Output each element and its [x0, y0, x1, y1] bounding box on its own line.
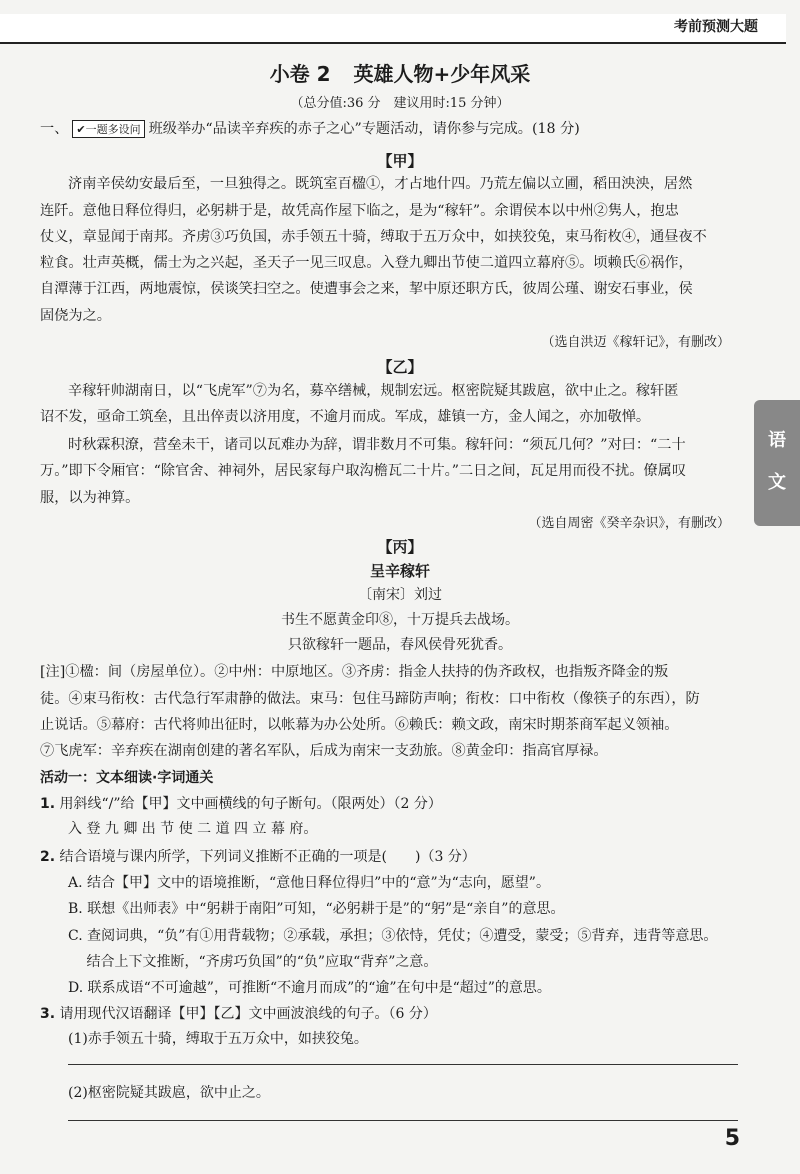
- question-2: 2. 结合语境与课内所学，下列词义推断不正确的一项是( )（3 分）: [40, 849, 476, 865]
- yi-line: 时秋霖积潦，营垒未干，诸司以瓦难办为辞，谓非数月不可集。稼轩问：“须瓦几何？”对曰：“二十: [68, 437, 686, 453]
- question-1: 1. 用斜线“/”给【甲】文中画横线的句子断句。（限两处）（2 分）: [40, 796, 442, 812]
- passage-yi-heading: 【乙】: [377, 358, 423, 376]
- yi-line: 服，以为神算。: [40, 490, 140, 506]
- title-part2: 英雄人物+少年风采: [353, 62, 531, 86]
- yi-line: 辛稼轩帅湖南日，以“飞虎军”⑦为名，募卒缮械，规制宏远。枢密院疑其跋扈，欲中止之。稼轩匿: [68, 383, 679, 399]
- q1-sentence: 入 登 九 卿 出 节 使 二 道 四 立 幕 府。: [68, 821, 318, 837]
- q2-option: D. 联系成语“不可逾越”，可推断“不逾月而成”的“逾”在句中是“超过”的意思。: [68, 980, 551, 996]
- jia-line: 连阡。意他日释位得归，必躬耕于是，故凭高作屋下临之，是为“稼轩”。余谓侯本以中州②隽人，抱忠: [40, 203, 679, 219]
- title-part1: 小卷 2: [269, 62, 331, 86]
- tab-char: 语: [768, 430, 786, 451]
- passage-jia-heading: 【甲】: [377, 152, 423, 170]
- yi-source: （选自周密《癸辛杂识》，有删改）: [528, 516, 730, 531]
- note-line: 止说话。⑤幕府：古代将帅出征时，以帐幕为办公处所。⑥赖氏：赖文政，南宋时期茶商军起义领袖。: [40, 717, 679, 733]
- poem-author: 〔南宋〕刘过: [358, 587, 442, 603]
- page-number: 5: [724, 1126, 740, 1151]
- one-question-badge: ✔一题多设问: [72, 120, 144, 138]
- jia-line: 自潭薄于江西，两地震惊，侯谈笑扫空之。使遭事会之来，挈中原还职方氏，彼周公瑾、谢安石事业，侯: [40, 281, 693, 297]
- page-subtitle: （总分值:36 分 建议用时:15 分钟）: [290, 96, 510, 111]
- q2-option: C. 查阅词典，“负”有①用背载物；②承载，承担；③依恃，凭仗；④遭受，蒙受；⑤背弃，违背等意思。: [68, 928, 718, 944]
- section-number: 一、: [40, 121, 69, 137]
- yi-line: 诏不发，亟命工筑垒，且出倅责以济用度，不逾月而成。军成，雄镇一方，金人闻之，亦加敬惮。: [40, 409, 651, 425]
- subject-tab: [754, 400, 800, 526]
- note-line: [注]①楹：间（房屋单位）。②中州：中原地区。③齐虏：指金人扶持的伪齐政权，也指叛齐降金的叛: [40, 664, 669, 680]
- q3-sentence-2: (2)枢密院疑其跋扈，欲中止之。: [68, 1085, 270, 1101]
- q2-option: B. 联想《出师表》中“躬耕于南阳”可知，“必躬耕于是”的“躬”是“亲自”的意思。: [68, 901, 565, 917]
- note-line: ⑦飞虎军：辛弃疾在湖南创建的著名军队，后成为南宋一支劲旅。⑧黄金印：指高官厚禄。: [40, 743, 608, 759]
- q2-option: 结合上下文推断，“齐虏巧负国”的“负”应取“背弃”之意。: [68, 954, 438, 970]
- jia-line: 济南辛侯幼安最后至，一旦独得之。既筑室百楹①，才占地什四。乃荒左偏以立圃，稻田泱泱，居然: [68, 176, 693, 192]
- activity-heading: 活动一：文本细读·字词通关: [40, 770, 214, 786]
- section-text: 班级举办“品读辛弃疾的赤子之心”专题活动，请你参与完成。(18 分): [148, 121, 580, 137]
- answer-line[interactable]: [68, 1064, 738, 1065]
- poem-title: 呈辛稼轩: [369, 562, 430, 580]
- passage-bing-heading: 【丙】: [377, 538, 423, 556]
- q3-sentence-1: (1)赤手领五十骑，缚取于五万众中，如挟狡兔。: [68, 1031, 368, 1047]
- note-line: 徒。④束马衔枚：古代急行军肃静的做法。束马：包住马蹄防声响；衔枚：口中衔枚（像筷子的东西），防: [40, 691, 700, 707]
- header-label: 考前预测大题: [674, 19, 758, 35]
- poem-line: 书生不愿黄金印⑧，十万提兵去战场。: [281, 612, 519, 628]
- answer-line[interactable]: [68, 1120, 738, 1121]
- jia-source: （选自洪迈《稼轩记》，有删改）: [541, 335, 730, 350]
- jia-line: 固侥为之。: [40, 308, 111, 324]
- section-heading: [40, 118, 580, 138]
- yi-line: 万。”即下令厢官：“除官舍、神祠外，居民家每户取沟檐瓦二十片。”二日之间，瓦足用而役不扰。僚属叹: [40, 463, 687, 479]
- jia-line: 粒食。壮声英概，儒士为之兴起，圣天子一见三叹息。入登九卿出节使二道四立幕府⑤。顷赖氏⑥祸作，: [40, 255, 693, 271]
- header-bar: [0, 14, 786, 44]
- jia-line: 仗义，章显闻于南邦。齐虏③巧负国，赤手领五十骑，缚取于五万众中，如挟狡兔，束马衔枚④，通昼夜不: [40, 229, 707, 245]
- q2-option: A. 结合【甲】文中的语境推断，“意他日释位得归”中的“意”为“志向，愿望”。: [68, 875, 550, 891]
- poem-line: 只欲稼轩一题品，春风侯骨死犹香。: [288, 637, 512, 653]
- page-title: [0, 58, 800, 87]
- question-3: 3. 请用现代汉语翻译【甲】【乙】文中画波浪线的句子。（6 分）: [40, 1006, 437, 1022]
- tab-char: 文: [768, 472, 786, 493]
